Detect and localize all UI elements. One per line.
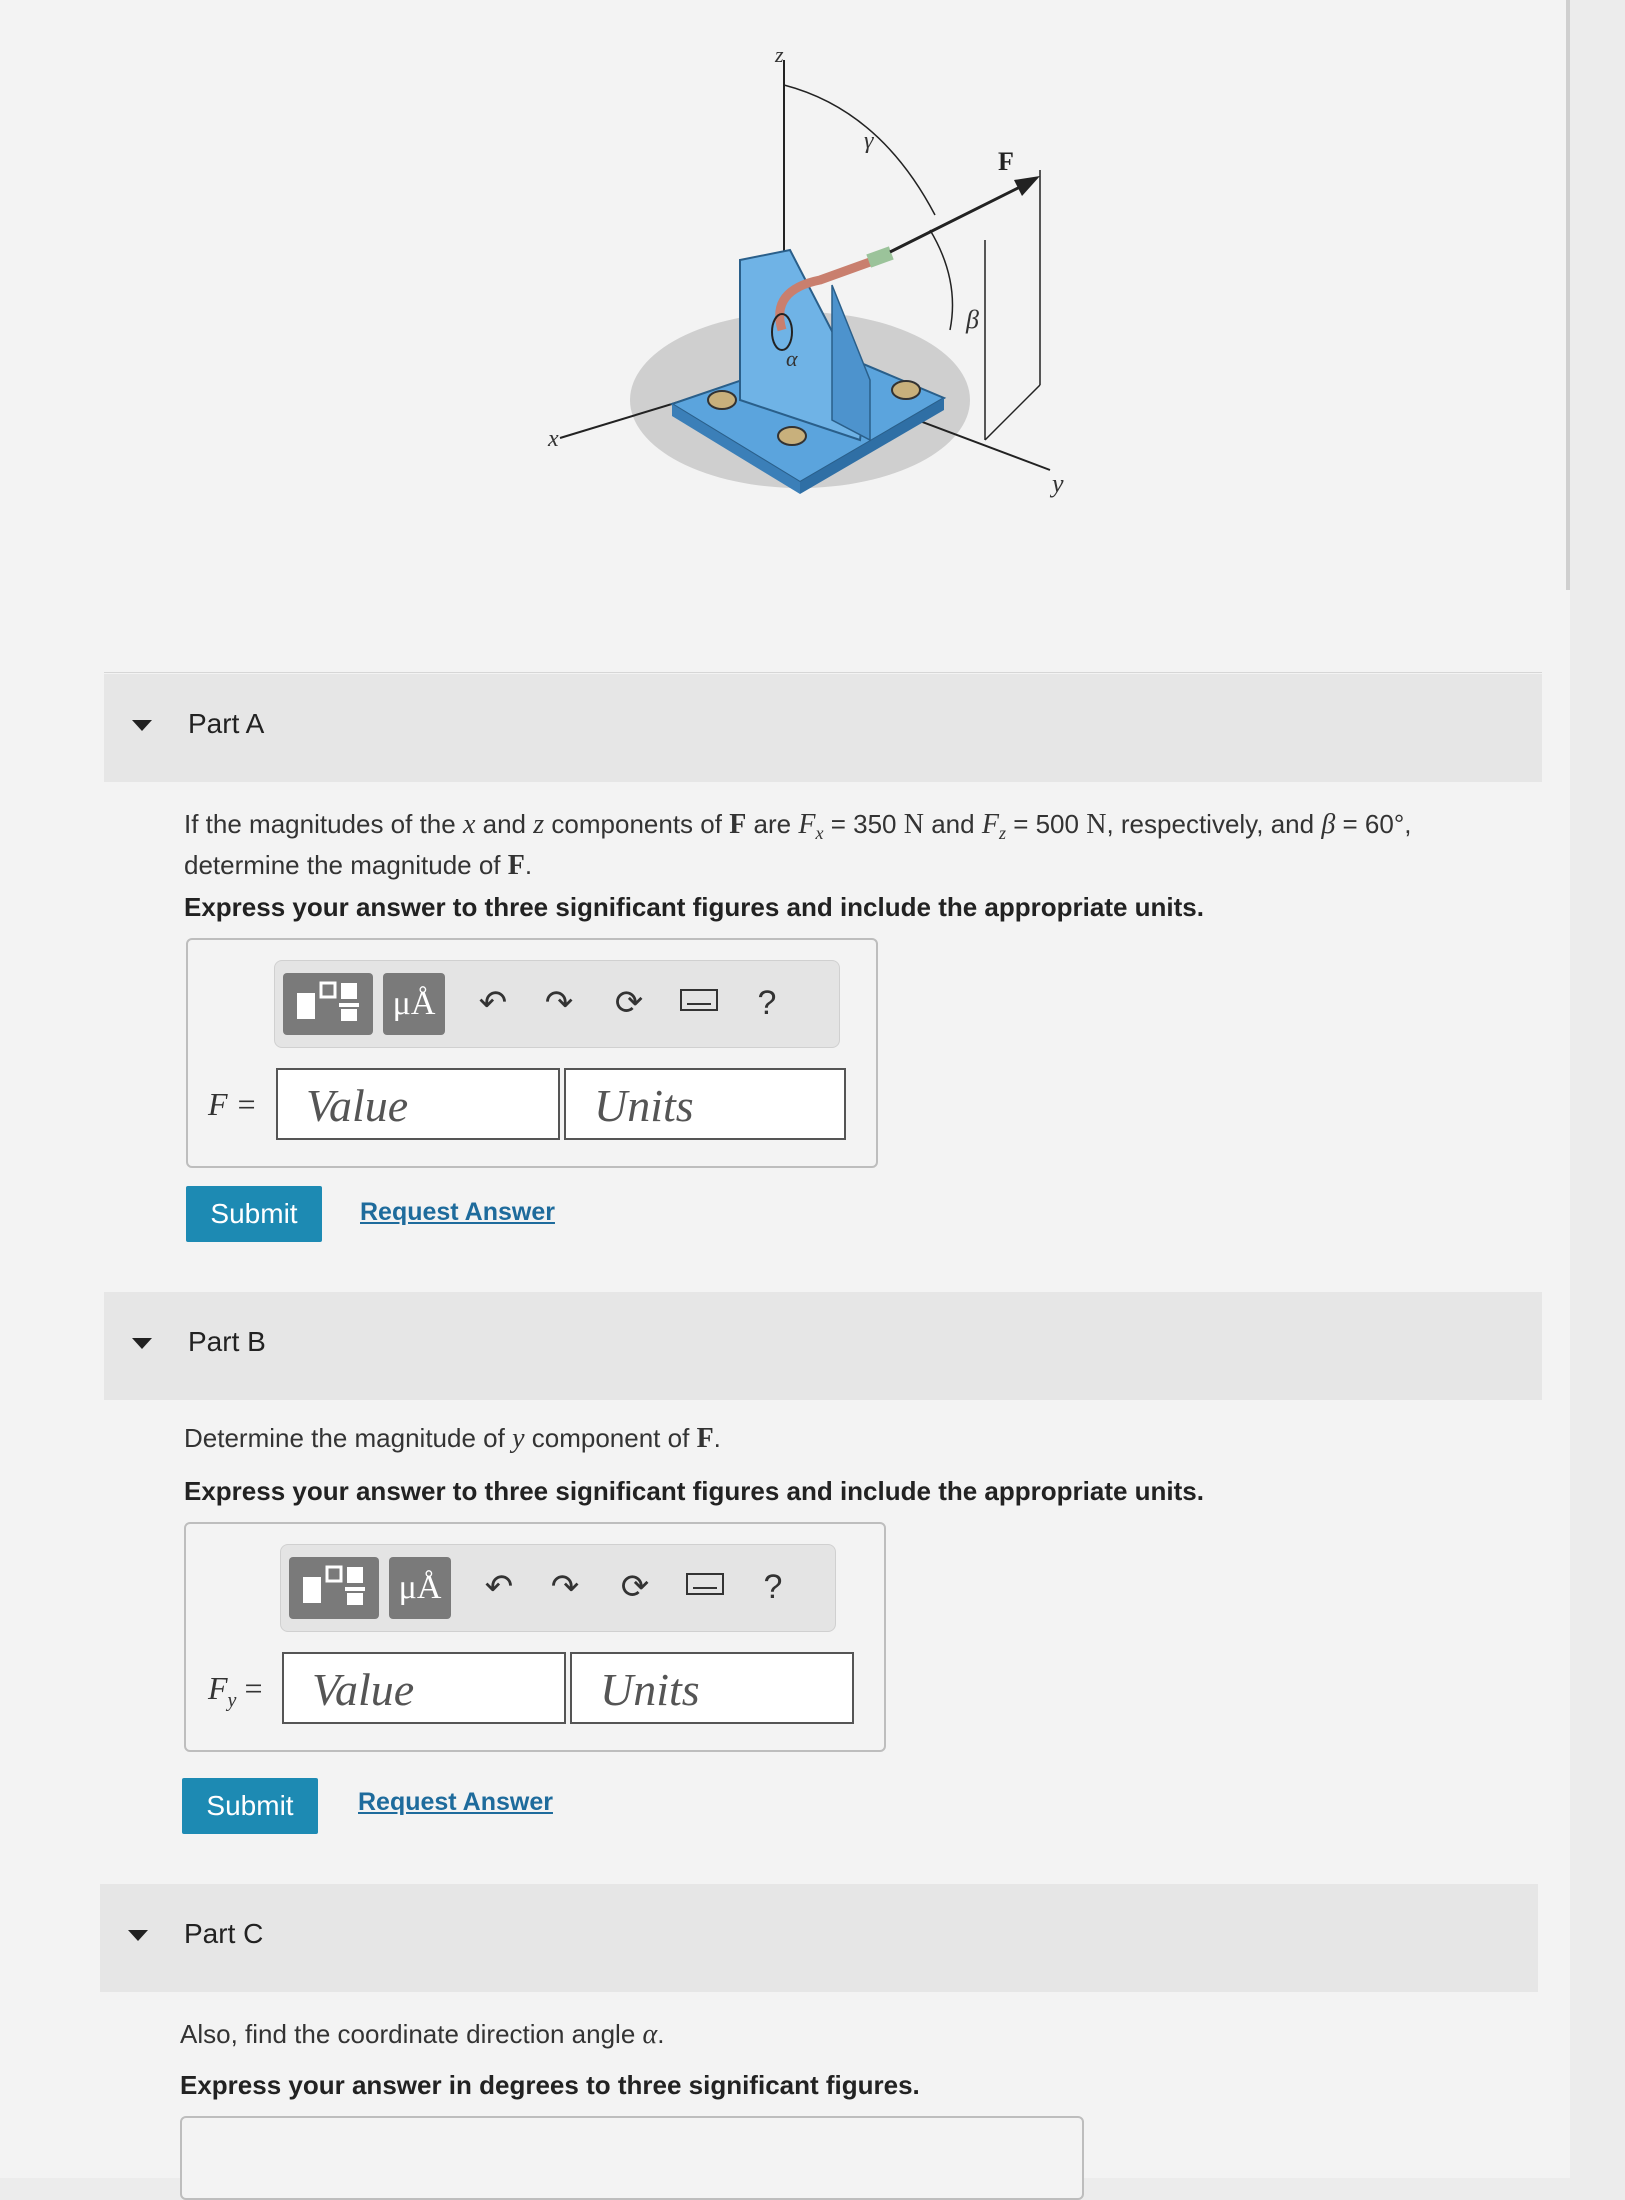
- math-toolbar: [280, 1544, 836, 1632]
- value-input[interactable]: Value: [276, 1068, 560, 1140]
- undo-icon[interactable]: ↶: [478, 984, 508, 1022]
- request-answer-link[interactable]: Request Answer: [360, 1198, 555, 1226]
- submit-button[interactable]: Submit: [186, 1186, 322, 1242]
- part-b-instruction: Express your answer to three significant figures and include the appropriate units.: [184, 1476, 1204, 1506]
- collapse-caret-icon[interactable]: [132, 720, 152, 731]
- units-button[interactable]: μÅ: [389, 1557, 451, 1619]
- part-b-answer-box: [184, 1522, 886, 1752]
- submit-button[interactable]: Submit: [182, 1778, 318, 1834]
- part-a-question: If the magnitudes of the x and z components of F are $F_x = 350$ N and $F_z = 500$ N, respectively, and β = 60°, determine the magnitude of F.: [184, 809, 1412, 882]
- collapse-caret-icon[interactable]: [132, 1338, 152, 1349]
- part-c-header[interactable]: [100, 1884, 1538, 1992]
- keyboard-icon[interactable]: [677, 981, 721, 1025]
- part-b-question: Determine the magnitude of y component of F.: [184, 1423, 721, 1454]
- units-input[interactable]: Units: [570, 1652, 854, 1724]
- undo-icon[interactable]: ↶: [484, 1568, 514, 1606]
- force-label: F: [998, 147, 1014, 176]
- templates-icon[interactable]: [283, 973, 373, 1035]
- math-toolbar: [274, 960, 840, 1048]
- part-title: Part C: [184, 1918, 264, 1949]
- units-button[interactable]: μÅ: [383, 973, 445, 1035]
- part-c-instruction: Express your answer in degrees to three significant figures.: [180, 2070, 920, 2100]
- alpha-label: α: [786, 346, 798, 371]
- beta-label: β: [966, 305, 979, 334]
- y-axis-label: y: [1052, 469, 1064, 498]
- help-icon[interactable]: ?: [763, 1568, 783, 1606]
- part-c-question: Also, find the coordinate direction angle α.: [180, 2019, 665, 2050]
- keyboard-icon[interactable]: [683, 1565, 727, 1609]
- request-answer-link[interactable]: Request Answer: [358, 1788, 553, 1816]
- gamma-label: γ: [864, 128, 874, 154]
- redo-icon[interactable]: ↷: [550, 1568, 580, 1606]
- reset-icon[interactable]: ⟳: [620, 1568, 650, 1606]
- problem-figure: [0, 0, 1570, 670]
- divider: [104, 672, 1542, 673]
- part-c-answer-box: [180, 2116, 1084, 2200]
- units-input[interactable]: Units: [564, 1068, 846, 1140]
- part-title: Part A: [188, 708, 265, 739]
- redo-icon[interactable]: ↷: [544, 984, 574, 1022]
- part-a-answer-box: [186, 938, 878, 1168]
- part-a-instruction: Express your answer to three significant figures and include the appropriate units.: [184, 892, 1204, 922]
- templates-icon[interactable]: [289, 1557, 379, 1619]
- collapse-caret-icon[interactable]: [128, 1930, 148, 1941]
- reset-icon[interactable]: ⟳: [614, 984, 644, 1022]
- scrollbar[interactable]: [1566, 0, 1570, 590]
- answer-label: F =: [208, 1086, 258, 1122]
- help-icon[interactable]: ?: [757, 984, 777, 1022]
- answer-label: $F_y$ =: [208, 1670, 263, 1712]
- z-axis-label: z: [775, 42, 784, 67]
- x-axis-label: x: [548, 426, 559, 452]
- part-b-header[interactable]: [104, 1292, 1542, 1400]
- part-title: Part B: [188, 1326, 266, 1357]
- part-a-header[interactable]: [104, 674, 1542, 782]
- value-input[interactable]: Value: [282, 1652, 566, 1724]
